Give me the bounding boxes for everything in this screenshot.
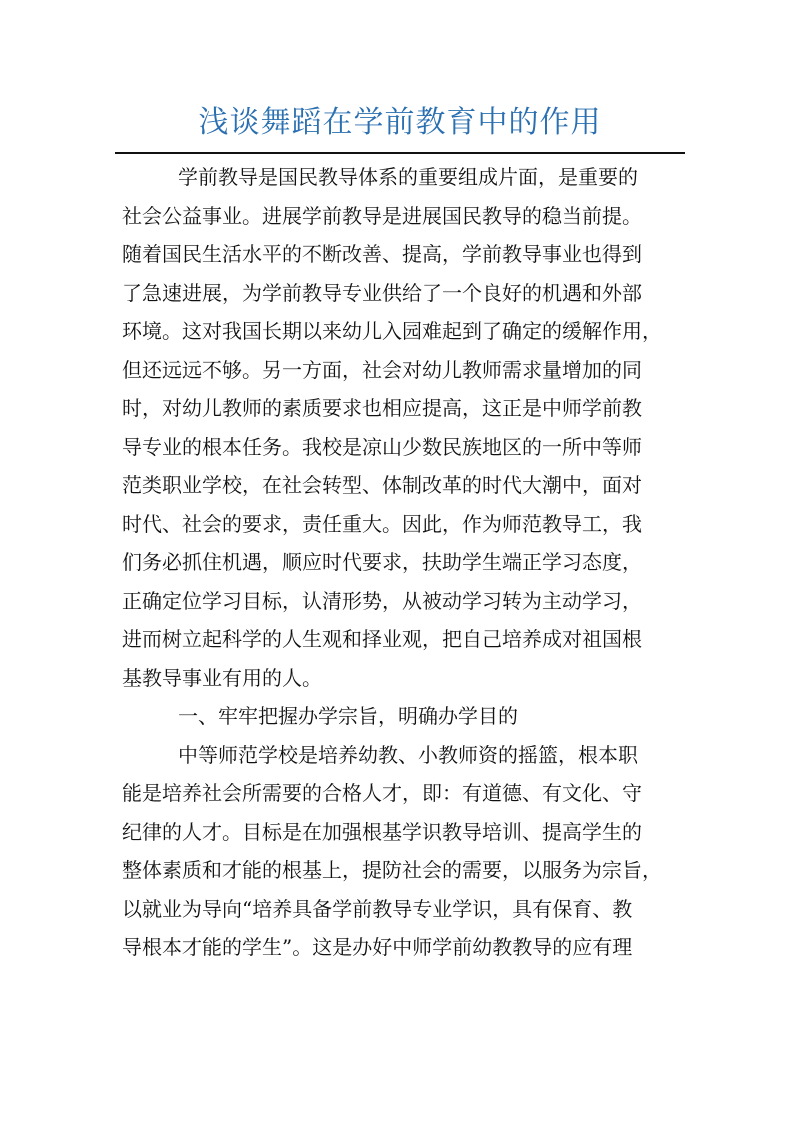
body-line: 了急速进展，为学前教导专业供给了一个良好的机遇和外部 [122, 280, 642, 305]
body-line: 以就业为导向“培养具备学前教导专业学识，具有保育、教 [122, 896, 633, 921]
body-line: 时代、社会的要求，责任重大。因此，作为师范教导工，我 [122, 511, 642, 536]
body-line: 导根本才能的学生”。这是办好中师学前幼教教导的应有理 [122, 935, 633, 959]
body-line: 进而树立起科学的人生观和择业观，把自己培养成对祖国根 [122, 627, 642, 651]
body-line: 正确定位学习目标，认清形势，从被动学习转为主动学习， [122, 588, 642, 613]
title-underline [115, 152, 685, 154]
body-line: 导专业的根本任务。我校是凉山少数民族地区的一所中等师 [122, 434, 642, 459]
document-body [122, 158, 684, 967]
body-line: 能是培养社会所需要的合格人才，即：有道德、有文化、守 [122, 781, 642, 805]
body-line: 整体素质和才能的根基上，提防社会的需要，以服务为宗旨， [122, 858, 662, 882]
body-line: 基教导事业有用的人。 [122, 665, 322, 690]
body-line: 随着国民生活水平的不断改善、提高，学前教导事业也得到 [122, 242, 642, 266]
body-line: 纪律的人才。目标是在加强根基学识教导培训、提高学生的 [122, 819, 642, 844]
body-line: 但还远远不够。另一方面，社会对幼儿教师需求量增加的同 [122, 357, 642, 382]
body-line: 环境。这对我国长期以来幼儿入园难起到了确定的缓解作用， [122, 319, 662, 343]
section-heading: 一、牢牢把握办学宗旨，明确办学目的 [178, 704, 518, 728]
body-line: 社会公益事业。进展学前教导是进展国民教导的稳当前提。 [122, 203, 642, 228]
body-line: 范类职业学校，在社会转型、体制改革的时代大潮中，面对 [122, 473, 642, 497]
body-line: 学前教导是国民教导体系的重要组成片面，是重要的 [178, 165, 638, 189]
body-line: 中等师范学校是培养幼教、小教师资的摇篮，根本职 [178, 742, 638, 767]
body-line: 时，对幼儿教师的素质要求也相应提高，这正是中师学前教 [122, 396, 642, 420]
body-line: 们务必抓住机遇，顺应时代要求，扶助学生端正学习态度， [122, 550, 642, 574]
document-title: 浅谈舞蹈在学前教育中的作用 [198, 105, 602, 140]
